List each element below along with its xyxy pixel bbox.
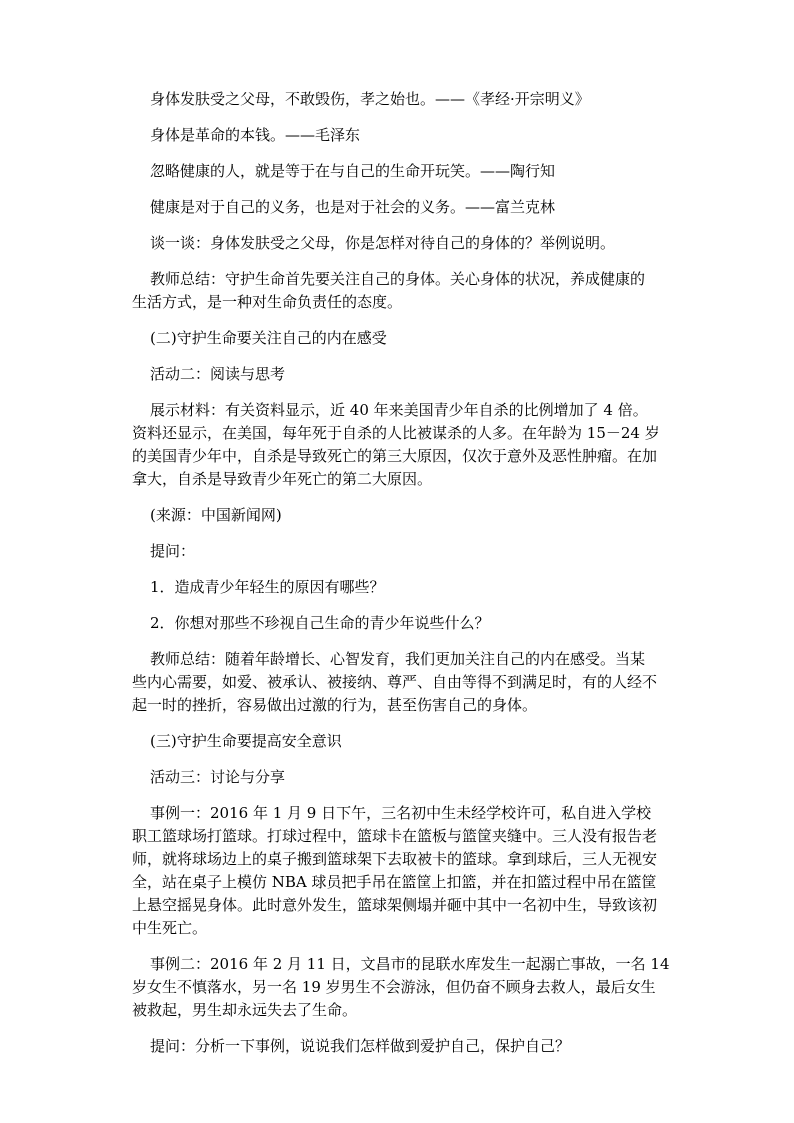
summary-2-line: 起一时的挫折，容易做出过激的行为，甚至伤害自己的身体。 — [132, 696, 538, 714]
talk-prompt: 谈一谈：身体发肤受之父母，你是怎样对待自己的身体的？举例说明。 — [150, 234, 616, 252]
case-1-paragraph — [132, 802, 658, 940]
material-line: 资料还显示，在美国，每年死于自杀的人比被谋杀的人多。在年龄为 15－24 岁 — [132, 424, 660, 442]
material-line: 展示材料：有关资料显示，近 40 年来美国青少年自杀的比例增加了 4 倍。 — [150, 401, 648, 419]
case-1-line: 上悬空摇晃身体。此时意外发生，篮球架侧塌并砸中其中一名初中生，导致该初 — [132, 896, 658, 914]
quote-2: 身体是革命的本钱。——毛泽东 — [150, 126, 361, 144]
question-2: 2．你想对那些不珍视自己生命的青少年说些什么？ — [150, 614, 490, 632]
source-note: (来源：中国新闻网) — [150, 506, 282, 524]
case-1-line: 全，站在桌子上模仿 NBA 球员把手吊在篮筐上扣篮，并在扣篮过程中吊在篮筐 — [132, 873, 657, 891]
case-2-paragraph — [132, 953, 670, 1022]
material-line: 拿大，自杀是导致青少年死亡的第二大原因。 — [132, 470, 433, 488]
case-1-line: 事例一：2016 年 1 月 9 日下午，三名初中生未经学校许可，私自进入学校 — [150, 804, 652, 822]
summary-1 — [132, 268, 646, 314]
case-1-line: 中生死亡。 — [132, 919, 208, 937]
section-2-heading: (二)守护生命要关注自己的内在感受 — [150, 329, 387, 347]
question-1: 1．造成青少年轻生的原因有哪些？ — [150, 578, 385, 596]
material-paragraph — [132, 399, 660, 491]
document-page — [132, 88, 670, 1058]
case-1-line: 师，就将球场边上的桌子搬到篮球架下去取被卡的篮球。拿到球后，三人无视安 — [132, 850, 658, 868]
case-2-line: 被救起，男生却永远失去了生命。 — [132, 1001, 358, 1019]
summary-2-line: 些内心需要，如爱、被承认、被接纳、尊严、自由等得不到满足时，有的人经不 — [132, 673, 658, 691]
summary-2-line: 教师总结：随着年龄增长、心智发育，我们更加关注自己的内在感受。当某 — [150, 650, 646, 668]
summary-1-line: 教师总结：守护生命首先要关注自己的身体。关心身体的状况，养成健康的 — [150, 270, 646, 288]
question-label: 提问： — [150, 542, 196, 560]
summary-1-line: 生活方式，是一种对生命负责任的态度。 — [132, 293, 403, 311]
final-question: 提问：分析一下事例，说说我们怎样做到爱护自己，保护自己？ — [150, 1037, 571, 1055]
case-2-line: 岁女生不慎落水，另一名 19 岁男生不会游泳，但仍奋不顾身去救人，最后女生 — [132, 978, 656, 996]
activity-2-heading: 活动二：阅读与思考 — [150, 365, 286, 383]
activity-3-heading: 活动三：讨论与分享 — [150, 768, 286, 786]
summary-2 — [132, 648, 658, 717]
quote-3: 忽略健康的人，就是等于在与自己的生命开玩笑。——陶行知 — [150, 162, 556, 180]
material-line: 的美国青少年中，自杀是导致死亡的第三大原因，仅次于意外及恶性肿瘤。在加 — [132, 447, 658, 465]
section-3-heading: (三)守护生命要提高安全意识 — [150, 732, 342, 750]
case-2-line: 事例二：2016 年 2 月 11 日，文昌市的昆联水库发生一起溺亡事故，一名 14 — [150, 955, 670, 973]
quote-4: 健康是对于自己的义务，也是对于社会的义务。——富兰克林 — [150, 198, 556, 216]
case-1-line: 职工篮球场打篮球。打球过程中，篮球卡在篮板与篮筐夹缝中。三人没有报告老 — [132, 827, 658, 845]
quote-1: 身体发肤受之父母，不敢毁伤，孝之始也。——《孝经·开宗明义》 — [150, 90, 590, 108]
